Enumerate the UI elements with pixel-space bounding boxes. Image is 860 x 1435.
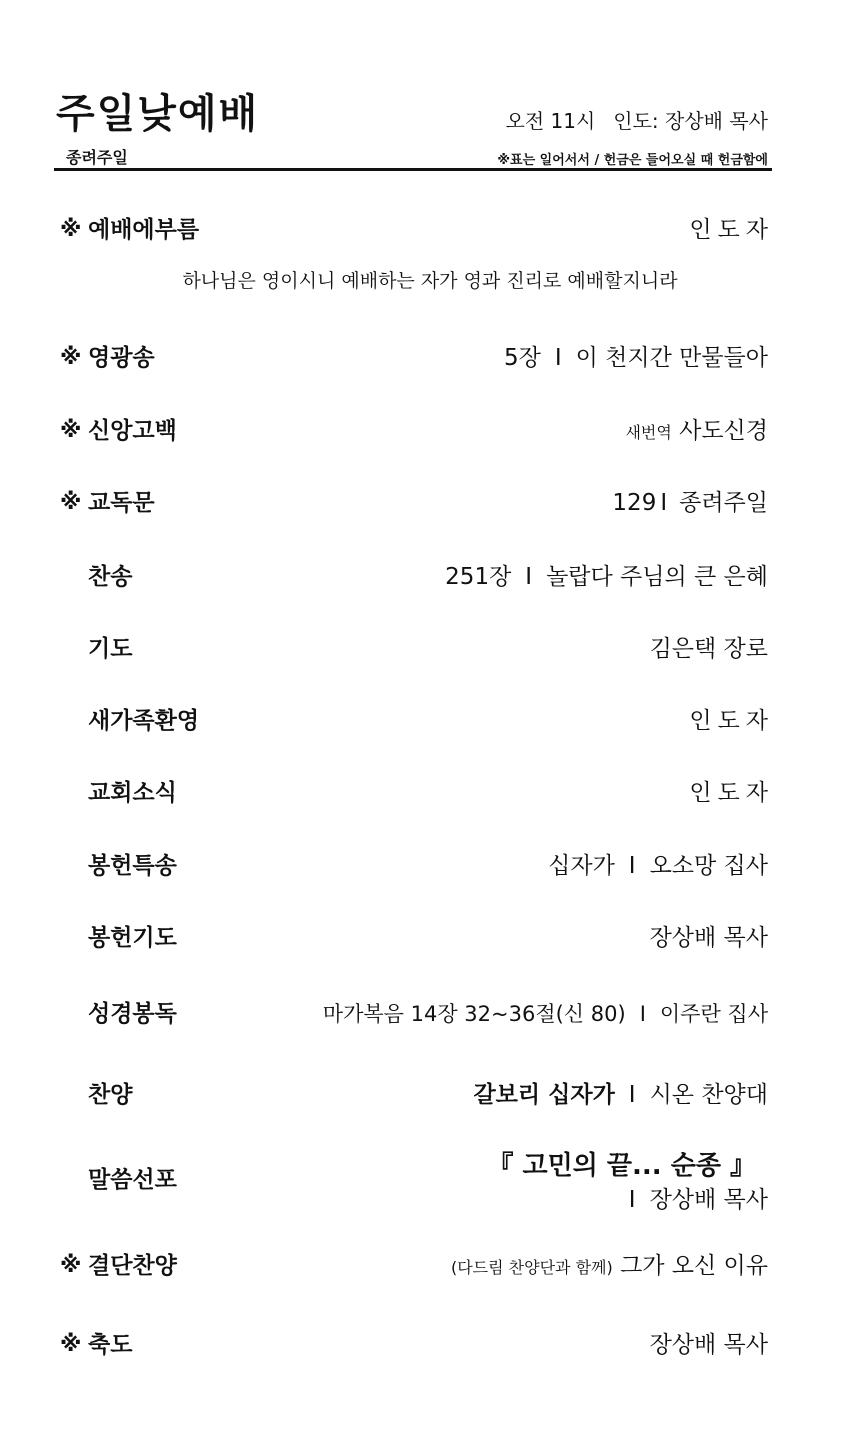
stand-mark: ※ — [60, 1332, 82, 1357]
row-offertory-prayer — [0, 918, 860, 958]
separator: I — [525, 564, 533, 590]
item-value: 장상배 목사 — [649, 1332, 768, 1358]
standing-notice: ※표는 일어서서 / 헌금은 들어오실 때 헌금함에 — [497, 153, 768, 168]
separator: I — [639, 1002, 646, 1026]
reading-title: 종려주일 — [679, 490, 768, 516]
row-call-to-worship — [0, 210, 860, 250]
service-info — [506, 105, 768, 134]
hymn-number: 251장 — [445, 564, 512, 590]
header-divider — [54, 168, 772, 171]
item-value — [612, 483, 768, 523]
sermon-title: 『 고민의 끝... 순종 』 — [487, 1151, 756, 1181]
item-value: 김은택 장로 — [649, 636, 768, 662]
page-title: 주일낮예배 — [56, 91, 260, 137]
row-benediction — [0, 1325, 860, 1365]
stand-mark: ※ — [60, 418, 82, 443]
item-label: 교회소식 — [88, 780, 177, 806]
anthem-performer: 시온 찬양대 — [649, 1082, 768, 1108]
item-value — [445, 557, 768, 597]
row-announcements — [0, 773, 860, 813]
separator: I — [628, 853, 636, 879]
item-label: 말씀선포 — [88, 1167, 177, 1193]
row-creed — [0, 411, 860, 451]
item-value — [473, 1075, 768, 1115]
song-title: 십자가 — [548, 853, 615, 879]
item-value: 인도자 — [689, 708, 774, 734]
row-anthem — [0, 1075, 860, 1115]
sermon-preacher — [629, 1181, 768, 1214]
service-time: 오전 11시 — [505, 109, 596, 133]
hymn-title: 이 천지간 만물들아 — [575, 345, 768, 371]
item-label: 찬송 — [88, 564, 133, 590]
creed-title: 사도신경 — [679, 418, 768, 444]
item-label: 결단찬양 — [88, 1253, 177, 1279]
item-label: 성경봉독 — [88, 1001, 177, 1027]
reading-number: 129 — [612, 490, 657, 516]
hymn-number: 5장 — [503, 345, 541, 371]
item-label: 봉헌특송 — [88, 853, 177, 879]
creed-version: 새번역 — [625, 423, 672, 442]
item-value: 장상배 목사 — [649, 925, 768, 951]
row-scripture — [0, 994, 860, 1034]
preacher-name: 장상배 목사 — [649, 1187, 768, 1213]
separator: I — [628, 1187, 636, 1213]
item-label: 기도 — [88, 636, 133, 662]
row-welcome — [0, 701, 860, 741]
separator: I — [660, 490, 668, 516]
item-leader: 인도자 — [689, 217, 774, 243]
commitment-song: 그가 오신 이유 — [620, 1253, 768, 1279]
service-leader: 인도: 장상배 목사 — [613, 109, 768, 133]
row-offertory-special — [0, 846, 860, 886]
hymn-title: 놀랍다 주님의 큰 은혜 — [546, 564, 768, 590]
item-value: 인도자 — [689, 780, 774, 806]
sunday-subtitle: 종려주일 — [66, 148, 128, 167]
commitment-note: (다드림 찬양단과 함께) — [450, 1258, 613, 1277]
row-doxology — [0, 338, 860, 378]
separator: I — [628, 1082, 636, 1108]
item-label: 교독문 — [88, 490, 155, 516]
item-label: 축도 — [88, 1332, 133, 1358]
row-hymn — [0, 557, 860, 597]
scripture-passage: 마가복음 14장 32~36절(신 80) — [322, 1002, 626, 1026]
stand-mark: ※ — [60, 217, 82, 242]
stand-mark: ※ — [60, 345, 82, 370]
anthem-title: 갈보리 십자가 — [473, 1082, 615, 1108]
stand-mark: ※ — [60, 1253, 82, 1278]
worship-verse: 하나님은 영이시니 예배하는 자가 영과 진리로 예배할지니라 — [182, 270, 678, 292]
row-prayer — [0, 629, 860, 669]
scripture-reader: 이주란 집사 — [659, 1002, 768, 1026]
item-label: 예배에부름 — [88, 217, 200, 243]
item-label: 영광송 — [88, 345, 155, 371]
item-value — [625, 411, 768, 453]
item-value — [323, 994, 768, 1034]
item-value — [548, 846, 768, 886]
row-responsive-reading — [0, 483, 860, 523]
separator: I — [554, 345, 562, 371]
stand-mark: ※ — [60, 490, 82, 515]
item-value — [451, 1246, 768, 1288]
item-value — [504, 338, 768, 378]
item-label: 찬양 — [88, 1082, 133, 1108]
performer: 오소망 집사 — [649, 853, 768, 879]
item-label: 새가족환영 — [88, 708, 200, 734]
item-label: 봉헌기도 — [88, 925, 177, 951]
row-commitment — [0, 1246, 860, 1286]
item-label: 신앙고백 — [88, 418, 177, 444]
